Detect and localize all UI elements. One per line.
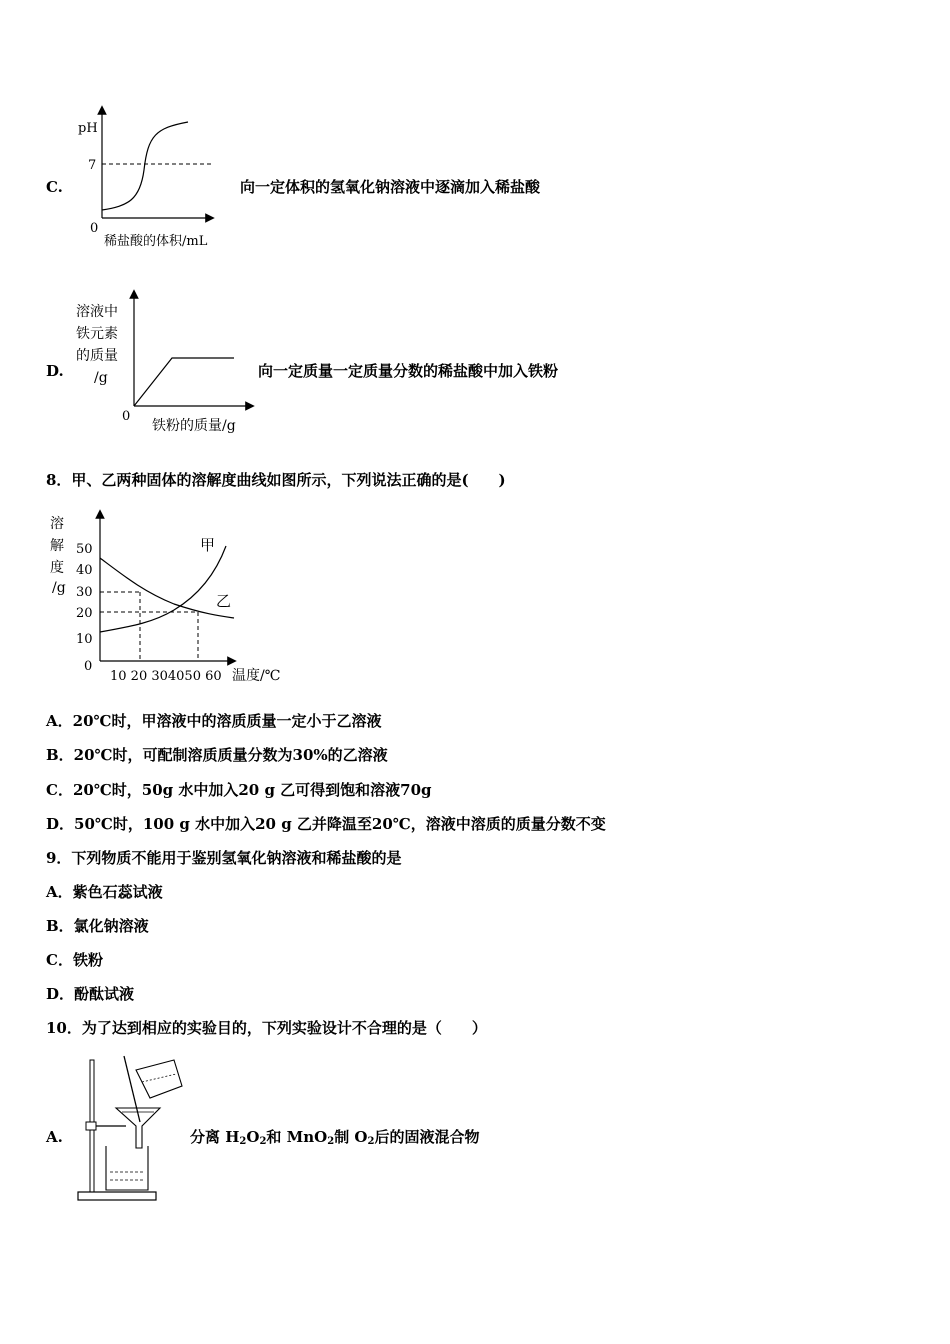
x-axis-label: 铁粉的质量/g	[152, 418, 236, 434]
x-tick-labels: 10 20 304050 60	[110, 669, 222, 684]
curve-yi	[100, 558, 234, 618]
q9-option-d: D．酚酞试液	[46, 985, 135, 1003]
q10-option-a-text	[190, 1127, 479, 1147]
subscript: 2	[239, 1136, 247, 1147]
stand-base	[78, 1192, 156, 1200]
iron-mass-chart	[72, 288, 262, 438]
q10-option-a-letter: A.	[46, 1128, 63, 1146]
q9-stem: 9．下列物质不能用于鉴别氢氧化钠溶液和稀盐酸的是	[46, 849, 402, 867]
q8-stem: 8．甲、乙两种固体的溶解度曲线如图所示，下列说法正确的是( )	[46, 471, 506, 489]
text-zhi: 制 O	[334, 1128, 368, 1146]
y-tick-50: 50	[76, 542, 93, 557]
ph-curve	[102, 122, 188, 210]
filtration-apparatus	[72, 1052, 192, 1204]
curve-jia	[100, 546, 226, 632]
x-axis-label: 稀盐酸的体积/mL	[104, 234, 208, 249]
q9-option-c: C．铁粉	[46, 951, 103, 969]
origin-label: 0	[90, 221, 99, 236]
y-label-char-2: 解	[50, 538, 64, 554]
clamp-boss	[86, 1122, 96, 1130]
y-label-char-1: 溶	[50, 516, 64, 532]
y-tick-30: 30	[76, 585, 93, 600]
q9-option-a: A．紫色石蕊试液	[46, 883, 163, 901]
curve-yi-label: 乙	[216, 592, 232, 610]
y-axis-label: pH	[78, 121, 98, 136]
text-o: O	[246, 1128, 260, 1146]
q8-option-b: B．20℃时，可配制溶质质量分数为30%的乙溶液	[46, 746, 388, 764]
y-label-char-3: 度	[50, 560, 64, 576]
ph-curve-chart	[68, 100, 248, 250]
q8-option-d: D．50℃时，100 g 水中加入20 g 乙并降温至20℃，溶液中溶质的质量分数不变	[46, 815, 606, 833]
q8-option-a: A．20℃时，甲溶液中的溶质质量一定小于乙溶液	[46, 712, 382, 730]
option-d-text: 向一定质量一定质量分数的稀盐酸中加入铁粉	[258, 362, 559, 380]
y-label-char-4: /g	[52, 580, 66, 596]
option-c-letter: C.	[46, 178, 63, 196]
y-tick-40: 40	[76, 563, 93, 578]
iron-mass-line	[134, 358, 234, 406]
option-c-text: 向一定体积的氢氧化钠溶液中逐滴加入稀盐酸	[240, 178, 541, 196]
y-tick-0: 0	[84, 659, 93, 674]
option-d-letter: D.	[46, 362, 64, 380]
q10-stem: 10．为了达到相应的实验目的，下列实验设计不合理的是（ ）	[46, 1019, 487, 1037]
q9-option-b: B．氯化钠溶液	[46, 917, 149, 935]
receiving-beaker	[106, 1146, 148, 1190]
y-tick-7: 7	[88, 158, 97, 173]
subscript: 2	[259, 1136, 267, 1147]
text-pre: 分离 H	[190, 1128, 240, 1146]
text-mid: 和 MnO	[266, 1128, 328, 1146]
pouring-beaker	[136, 1060, 182, 1098]
text-post: 后的固液混合物	[374, 1128, 480, 1146]
subscript: 2	[327, 1136, 335, 1147]
y-tick-20: 20	[76, 606, 93, 621]
y-tick-10: 10	[76, 632, 93, 647]
q8-option-c: C．20℃时，50g 水中加入20 g 乙可得到饱和溶液70g	[46, 781, 432, 799]
y-label-line-2: 铁元素	[76, 326, 118, 342]
y-label-line-3: 的质量	[76, 348, 118, 364]
curve-jia-label: 甲	[200, 536, 216, 554]
subscript: 2	[367, 1136, 375, 1147]
y-label-line-1: 溶液中	[76, 304, 118, 320]
solubility-chart	[44, 506, 294, 691]
x-axis-label: 温度/℃	[232, 668, 281, 684]
origin-label: 0	[122, 409, 131, 424]
y-label-line-4: /g	[94, 370, 108, 386]
